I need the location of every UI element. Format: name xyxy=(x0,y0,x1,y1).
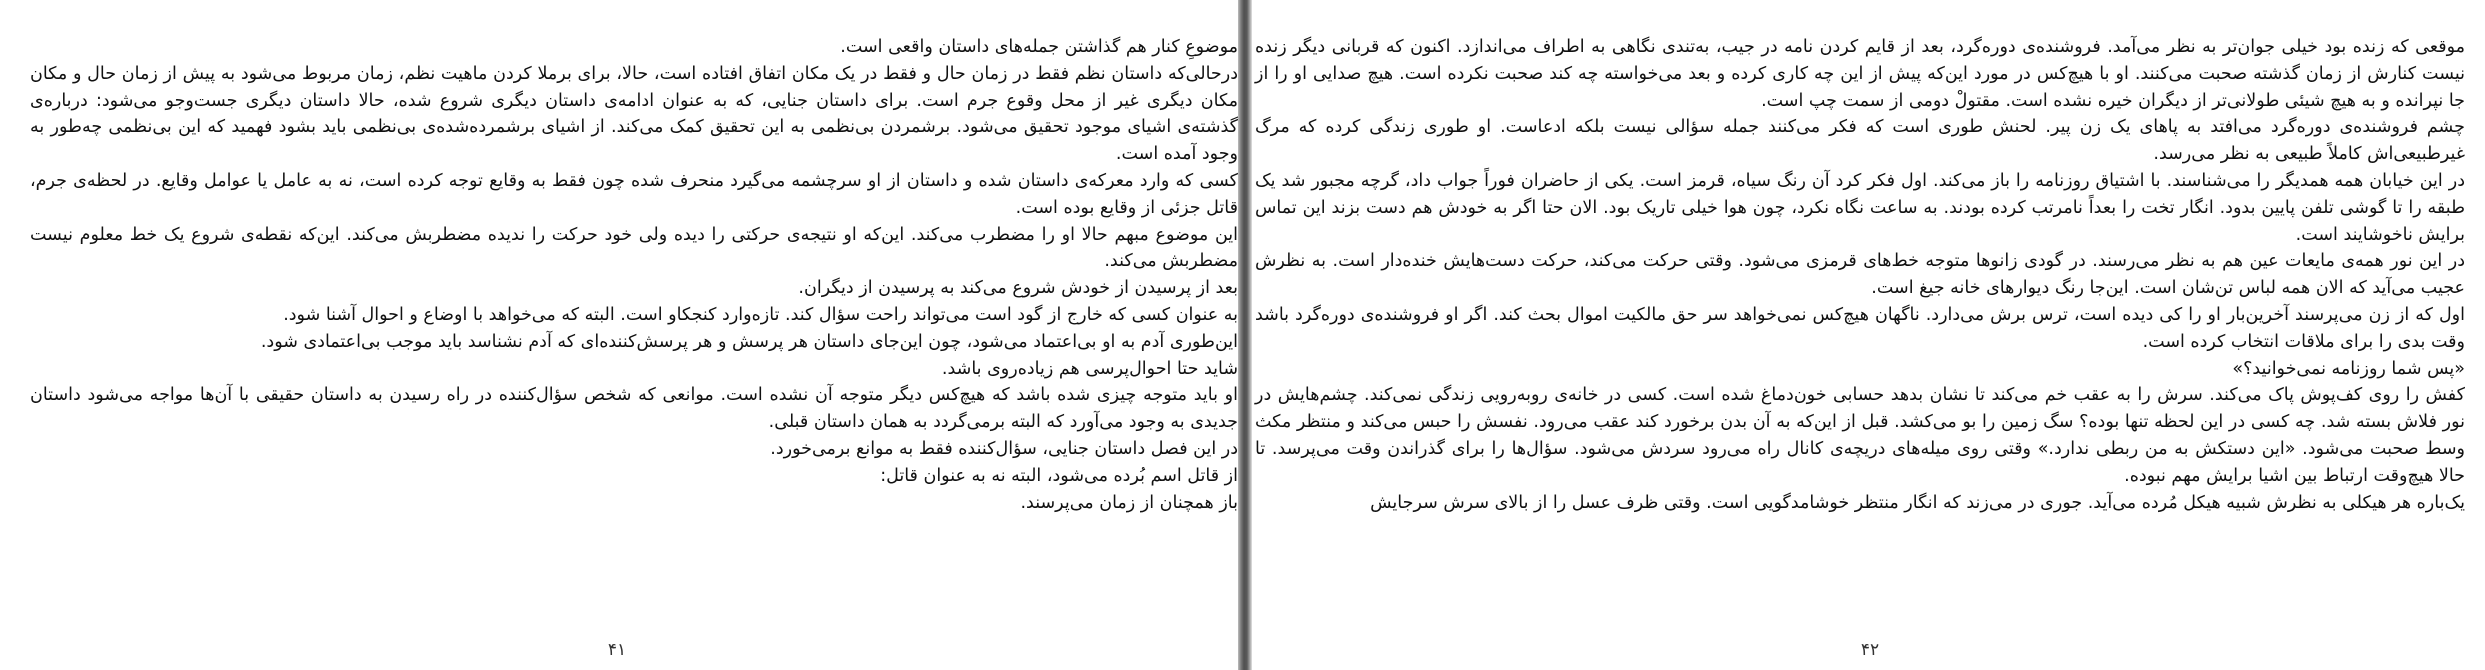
paragraph: بعد از پرسیدن از خودش شروع می‌کند به پرسیدن از دیگران. xyxy=(798,278,1238,299)
paragraph: این موضوع مبهم حالا او را مضطرب می‌کند. این‌که او نتیجه‌ی حرکتی را دیده ولی خود حرکت را ندیده مضطربش می‌کند. این‌که نقطه‌ی شروع یک خط معلوم نیست مضطربش می‌کند. xyxy=(30,224,1238,272)
paragraph: «پس شما روزنامه نمی‌خوانید؟» xyxy=(2232,358,2465,379)
paragraph: او باید متوجه چیزی شده باشد که هیچ‌کس دیگر متوجه آن نشده است. موانعی که شخص سؤال‌کننده در راه رسیدن به داستان حقیقی با آن‌ها مواجه می‌شود داستان جدیدی به وجود می‌آورد که البته برمی‌گردد به همان داستان قبلی. xyxy=(30,385,1238,433)
page-42 xyxy=(1252,0,2485,670)
book-gutter xyxy=(1238,0,1252,670)
paragraph: موقعی که زنده بود خیلی جوان‌تر به نظر می‌آمد. فروشنده‌ی دوره‌گرد، بعد از قایم کردن نامه در جیب، به‌تندی نگاهی به اطراف می‌اندازد. اکنون که قربانی دیگر زنده نیست کنارش از زمان گذشته صحبت می‌کنند. او با هیچ‌کس در مورد این‌که پیش از این چه کاری کرده و بعد می‌خواسته چه کند صحبت نکرده است. هیچ صدایی او را از جا نپرانده و به هیچ شیئی طولانی‌تر از دیگران خیره نشده است. مقتولْ دومی از سمت چپ است. xyxy=(1255,37,2465,111)
page-number: ۴۱ xyxy=(607,640,627,660)
page-41 xyxy=(0,0,1238,670)
paragraph: در این فصل داستان جنایی، سؤال‌کننده فقط به موانع برمی‌خورد. xyxy=(770,438,1238,459)
paragraph: در این خیابان همه همدیگر را می‌شناسند. با اشتیاق روزنامه را باز می‌کند. اول فکر کرد آن رنگ سیاه، قرمز است. یکی از حاضران فوراً جواب داد، گرچه مجبور شد یک طبقه را تا گوشی تلفن پایین بدود. انگار تخت را بعداً نامرتب کرده بودند. به ساعت نگاه نکرد، چون هوا خیلی تاریک بود. الان حتا اگر به خودش هم دست بزند این تماس برایش ناخوشایند است. xyxy=(1255,170,2465,245)
page-number: ۴۲ xyxy=(1860,640,1880,660)
paragraph: چشم فروشنده‌ی دوره‌گرد می‌افتد به پاهای یک زن پیر. لحنش طوری است که فکر می‌کنند جمله سؤالی نیست بلکه ادعاست. او طوری زندگی کرده که مرگ غیرطبیعی‌اش کاملاً طبیعی به نظر می‌رسد. xyxy=(1255,117,2465,165)
paragraph: شاید حتا احوال‌پرسی هم زیاده‌روی باشد. xyxy=(941,358,1238,379)
paragraph: کسی که وارد معرکه‌ی داستان شده و داستان از او سرچشمه می‌گیرد منحرف شده چون فقط به وقایع توجه کرده است، نه به عامل یا عوامل وقایع. در لحظه‌ی جرم، قاتل جزئی از وقایع بوده است. xyxy=(30,170,1238,218)
paragraph: در این نور همه‌ی مایعات عین هم به نظر می‌رسند. در گودی زانوها متوجه خط‌های قرمزی می‌شود. وقتی حرکت می‌کند، حرکت دست‌هایش خنده‌دار است. به نظرش عجیب می‌آید که الان همه لباس تن‌شان است. این‌جا رنگ دیوارهای خانه جیغ است. xyxy=(1255,251,2465,299)
paragraph: باز همچنان از زمان می‌پرسند. xyxy=(1020,492,1238,513)
page-42-text xyxy=(1255,34,2465,516)
paragraph: به عنوان کسی که خارج از گود است می‌تواند راحت سؤال کند. تازه‌وارد کنجکاو است. البته که می‌خواهد با اوضاع و احوال آشنا شود. xyxy=(283,304,1238,325)
paragraph: از قاتل اسم بُرده می‌شود، البته نه به عنوان قاتل: xyxy=(880,465,1238,486)
paragraph: یک‌باره هر هیکلی به نظرش شبیه هیکل مُرده می‌آید. جوری در می‌زند که انگار منتظر خوشامدگویی است. وقتی ظرف عسل را از بالای سرش سرجایش xyxy=(1370,492,2465,513)
paragraph: کفش را روی کف‌پوش پاک می‌کند. سرش را به عقب خم می‌کند تا نشان بدهد حسابی خون‌دماغ شده است. کسی در خانه‌ی روبه‌رویی زندگی نمی‌کند. چشم‌هایش در نور فلاش بسته شد. چه کسی در این لحظه تنها بوده؟ سگ زمین را بو می‌کشد. قبل از این‌که به آن بدن برخورد کند عقب می‌رود. نفسش را حبس می‌کند و منتظر مکث وسط صحبت می‌شود. «این دستکش به من ربطی ندارد.» وقتی روی میله‌های دریچه‌ی کانال راه می‌رود سردش می‌شود. سؤال‌ها را برای گذراندن وقت می‌پرسد. تا حالا هیچ‌وقت ارتباط بین اشیا برایش مهم نبوده. xyxy=(1255,385,2465,486)
paragraph: درحالی‌که داستان نظم فقط در زمان حال و فقط در یک مکان اتفاق افتاده است، حالا، برای برملا کردن ماهیت نظم، زمان مربوط می‌شود به پیش از زمان حال و مکان مکان دیگری غیر از محل وقوع جرم است. برای داستان جنایی، که به عنوان ادامه‌ی داستان دیگری شروع شده، حالا داستان دیگری جست‌وجو می‌شود: درباره‌ی گذشته‌ی اشیای موجود تحقیق می‌شود. برشمردن بی‌نظمی به این تحقیق کمک می‌کند. از اشیای برشمرده‌شده‌ی بی‌نظمی باید بشود فهمید که این بی‌نظمی چه‌طور به وجود آمده است. xyxy=(30,63,1238,165)
page-41-text xyxy=(30,34,1238,516)
paragraph: اول که از زن می‌پرسند آخرین‌بار او را کی دیده است، ترس برش می‌دارد. ناگهان هیچ‌کس نمی‌خواهد سر حق مالکیت اموال بحث کند. اگر او فروشنده‌ی دوره‌گرد باشد وقت بدی را برای ملاقات انتخاب کرده است. xyxy=(1255,304,2465,352)
paragraph: این‌طوری آدم به او بی‌اعتماد می‌شود، چون این‌جای داستان هر پرسش و هر پرسش‌کننده‌ای که آدم نشناسد باید موجب بی‌اعتمادی شود. xyxy=(260,331,1238,352)
paragraph: موضوعِ کنار هم گذاشتن جمله‌های داستان واقعی است. xyxy=(840,37,1238,57)
